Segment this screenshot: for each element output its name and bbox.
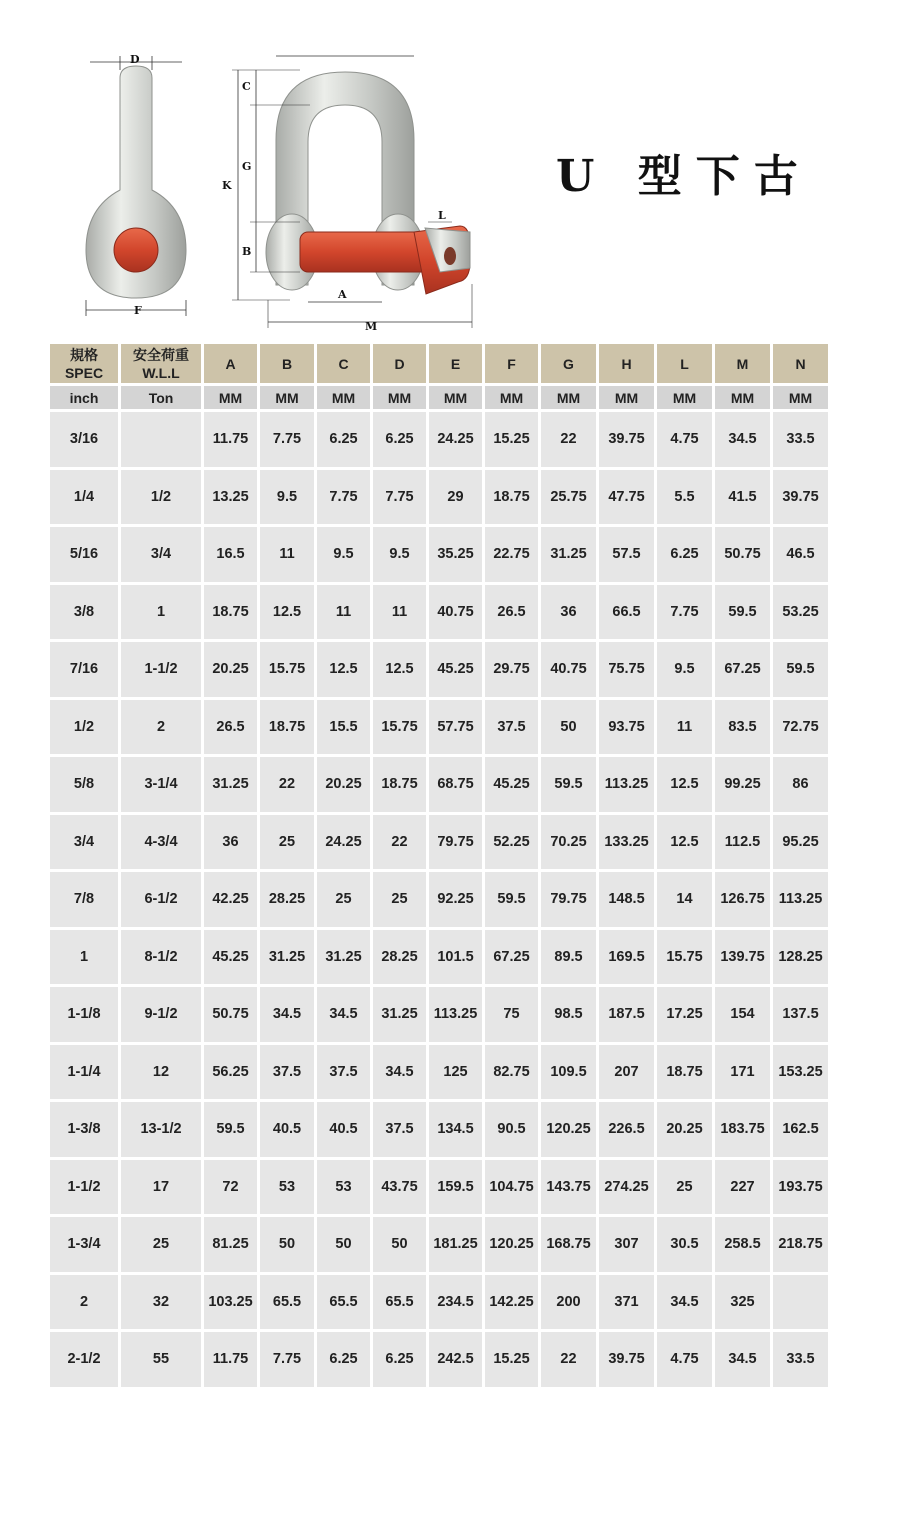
table-cell: 28.25 <box>260 872 314 927</box>
table-cell: 34.5 <box>373 1045 426 1100</box>
table-cell: 36 <box>541 585 596 640</box>
table-cell: 39.75 <box>599 1332 654 1387</box>
table-cell: 86 <box>773 757 828 812</box>
table-cell: 18.75 <box>204 585 257 640</box>
table-cell: 28.25 <box>373 930 426 985</box>
table-cell: 25 <box>657 1160 712 1215</box>
table-cell: 43.75 <box>373 1160 426 1215</box>
table-cell: 40.5 <box>317 1102 370 1157</box>
table-cell: 7.75 <box>373 470 426 525</box>
column-header-line1: F <box>507 355 516 372</box>
column-header <box>715 344 770 383</box>
table-cell: 68.75 <box>429 757 482 812</box>
dim-label-a: A <box>338 288 347 301</box>
table-row <box>50 1045 828 1100</box>
table-cell: 3/8 <box>50 585 118 640</box>
table-cell: 6.25 <box>373 412 426 467</box>
table-cell: 33.5 <box>773 412 828 467</box>
table-cell: 120.25 <box>485 1217 538 1272</box>
table-cell: 72.75 <box>773 700 828 755</box>
table-cell: 11 <box>657 700 712 755</box>
table-cell: 128.25 <box>773 930 828 985</box>
table-cell: 31.25 <box>317 930 370 985</box>
table-cell: 66.5 <box>599 585 654 640</box>
table-cell: 47.75 <box>599 470 654 525</box>
table-cell: 154 <box>715 987 770 1042</box>
column-header-line2: SPEC <box>64 364 104 381</box>
table-cell: 2 <box>121 700 201 755</box>
table-cell: 65.5 <box>373 1275 426 1330</box>
dim-label-d: D <box>130 53 140 66</box>
table-cell: 12.5 <box>657 757 712 812</box>
table-cell: 1-1/8 <box>50 987 118 1042</box>
table-cell: 59.5 <box>541 757 596 812</box>
table-cell: 6.25 <box>317 1332 370 1387</box>
table-cell: 22.75 <box>485 527 538 582</box>
table-cell: 1/2 <box>50 700 118 755</box>
table-cell: 25.75 <box>541 470 596 525</box>
table-cell: 25 <box>121 1217 201 1272</box>
shackle-side-view <box>86 53 186 317</box>
table-cell: 18.75 <box>485 470 538 525</box>
table-cell: 29.75 <box>485 642 538 697</box>
table-row <box>50 815 828 870</box>
table-cell: 9.5 <box>373 527 426 582</box>
table-cell: 25 <box>260 815 314 870</box>
table-cell: 22 <box>541 412 596 467</box>
column-header <box>657 344 712 383</box>
unit-header: MM <box>773 386 828 409</box>
table-cell: 371 <box>599 1275 654 1330</box>
table-cell: 37.5 <box>485 700 538 755</box>
table-cell: 12.5 <box>373 642 426 697</box>
unit-header: Ton <box>121 386 201 409</box>
table-cell: 101.5 <box>429 930 482 985</box>
table-cell: 59.5 <box>715 585 770 640</box>
table-cell: 112.5 <box>715 815 770 870</box>
unit-header: MM <box>485 386 538 409</box>
column-header <box>485 344 538 383</box>
table-cell: 159.5 <box>429 1160 482 1215</box>
table-cell: 4.75 <box>657 412 712 467</box>
table-cell: 11 <box>260 527 314 582</box>
dim-label-g: G <box>242 160 252 173</box>
table-cell: 226.5 <box>599 1102 654 1157</box>
table-cell: 32 <box>121 1275 201 1330</box>
table-cell: 1 <box>121 585 201 640</box>
unit-header: MM <box>715 386 770 409</box>
table-cell: 39.75 <box>599 412 654 467</box>
table-cell: 1/2 <box>121 470 201 525</box>
table-cell: 75.75 <box>599 642 654 697</box>
table-row <box>50 930 828 985</box>
table-cell: 1-3/8 <box>50 1102 118 1157</box>
table-cell: 7.75 <box>317 470 370 525</box>
table-cell: 162.5 <box>773 1102 828 1157</box>
dim-label-c: C <box>242 80 251 93</box>
table-cell: 9-1/2 <box>121 987 201 1042</box>
table-cell: 4-3/4 <box>121 815 201 870</box>
table-cell: 24.25 <box>317 815 370 870</box>
table-cell: 65.5 <box>260 1275 314 1330</box>
table-cell: 11.75 <box>204 412 257 467</box>
table-cell: 7.75 <box>260 1332 314 1387</box>
table-cell: 36 <box>204 815 257 870</box>
table-cell: 26.5 <box>485 585 538 640</box>
table-row <box>50 987 828 1042</box>
table-cell: 6.25 <box>317 412 370 467</box>
table-cell: 45.25 <box>429 642 482 697</box>
table-cell: 50 <box>317 1217 370 1272</box>
table-cell: 1-3/4 <box>50 1217 118 1272</box>
table-cell: 126.75 <box>715 872 770 927</box>
column-header-line1: L <box>680 355 689 372</box>
column-header-line1: C <box>338 355 349 372</box>
table-cell: 7/16 <box>50 642 118 697</box>
table-cell: 125 <box>429 1045 482 1100</box>
table-row <box>50 700 828 755</box>
table-cell: 34.5 <box>657 1275 712 1330</box>
table-row <box>50 1102 828 1157</box>
unit-header: MM <box>260 386 314 409</box>
table-cell: 50 <box>541 700 596 755</box>
table-body <box>50 412 828 1387</box>
column-header-line1: 安全荷重 <box>133 346 189 363</box>
table-cell: 25 <box>373 872 426 927</box>
table-cell: 81.25 <box>204 1217 257 1272</box>
table-cell: 137.5 <box>773 987 828 1042</box>
table-cell: 67.25 <box>485 930 538 985</box>
table-cell: 40.75 <box>429 585 482 640</box>
table-cell: 13-1/2 <box>121 1102 201 1157</box>
table-cell: 93.75 <box>599 700 654 755</box>
table-cell: 3/16 <box>50 412 118 467</box>
table-cell: 15.75 <box>260 642 314 697</box>
table-cell: 3-1/4 <box>121 757 201 812</box>
table-cell: 142.25 <box>485 1275 538 1330</box>
table-cell: 120.25 <box>541 1102 596 1157</box>
column-header <box>599 344 654 383</box>
unit-header: MM <box>541 386 596 409</box>
table-cell: 7.75 <box>657 585 712 640</box>
column-header-line1: B <box>281 355 293 372</box>
column-header-line1: H <box>621 355 632 372</box>
table-row <box>50 872 828 927</box>
spec-table <box>47 341 831 1390</box>
table-cell: 207 <box>599 1045 654 1100</box>
table-cell: 7/8 <box>50 872 118 927</box>
table-cell: 5/8 <box>50 757 118 812</box>
table-cell: 17 <box>121 1160 201 1215</box>
table-row <box>50 1332 828 1387</box>
table-cell: 258.5 <box>715 1217 770 1272</box>
table-cell: 139.75 <box>715 930 770 985</box>
table-cell: 17.25 <box>657 987 712 1042</box>
table-cell: 33.5 <box>773 1332 828 1387</box>
column-header <box>773 344 828 383</box>
table-cell: 29 <box>429 470 482 525</box>
table-cell: 39.75 <box>773 470 828 525</box>
table-row <box>50 585 828 640</box>
table-cell: 41.5 <box>715 470 770 525</box>
table-cell: 57.5 <box>599 527 654 582</box>
dim-label-l: L <box>438 209 446 222</box>
column-header <box>317 344 370 383</box>
unit-header: inch <box>50 386 118 409</box>
unit-row <box>50 386 828 409</box>
table-cell: 35.25 <box>429 527 482 582</box>
table-row <box>50 757 828 812</box>
column-header-line1: A <box>225 355 236 372</box>
table-cell: 14 <box>657 872 712 927</box>
table-cell: 6-1/2 <box>121 872 201 927</box>
table-cell: 11.75 <box>204 1332 257 1387</box>
table-cell: 12.5 <box>260 585 314 640</box>
table-cell: 1 <box>50 930 118 985</box>
table-row <box>50 1217 828 1272</box>
table-cell: 12.5 <box>317 642 370 697</box>
column-header <box>541 344 596 383</box>
dim-label-m: M <box>365 320 378 333</box>
table-cell: 34.5 <box>715 1332 770 1387</box>
table-cell: 20.25 <box>204 642 257 697</box>
dim-label-f: F <box>134 304 142 317</box>
table-cell: 45.25 <box>485 757 538 812</box>
table-cell: 37.5 <box>317 1045 370 1100</box>
table-cell: 22 <box>373 815 426 870</box>
table-cell: 16.5 <box>204 527 257 582</box>
table-cell: 65.5 <box>317 1275 370 1330</box>
column-header-line1: 規格 <box>70 346 98 363</box>
table-cell: 3/4 <box>50 815 118 870</box>
unit-header: MM <box>657 386 712 409</box>
table-cell: 113.25 <box>599 757 654 812</box>
table-cell: 89.5 <box>541 930 596 985</box>
column-header-line1: N <box>795 355 806 372</box>
table-cell: 6.25 <box>373 1332 426 1387</box>
table-cell: 104.75 <box>485 1160 538 1215</box>
table-cell: 242.5 <box>429 1332 482 1387</box>
table-cell: 31.25 <box>541 527 596 582</box>
table-cell: 169.5 <box>599 930 654 985</box>
table-cell: 227 <box>715 1160 770 1215</box>
table-cell: 11 <box>373 585 426 640</box>
table-cell: 53 <box>260 1160 314 1215</box>
column-header <box>373 344 426 383</box>
table-row <box>50 642 828 697</box>
table-cell: 103.25 <box>204 1275 257 1330</box>
table-cell: 218.75 <box>773 1217 828 1272</box>
table-cell: 40.5 <box>260 1102 314 1157</box>
table-cell: 274.25 <box>599 1160 654 1215</box>
table-row <box>50 470 828 525</box>
table-cell: 83.5 <box>715 700 770 755</box>
table-row <box>50 1275 828 1330</box>
table-cell: 2-1/2 <box>50 1332 118 1387</box>
table-cell: 11 <box>317 585 370 640</box>
table-cell <box>773 1275 828 1330</box>
dim-label-k: K <box>222 179 232 192</box>
table-cell: 15.25 <box>485 1332 538 1387</box>
table-cell: 15.75 <box>657 930 712 985</box>
column-header <box>429 344 482 383</box>
column-header-line1: D <box>394 355 405 372</box>
table-cell: 30.5 <box>657 1217 712 1272</box>
table-cell: 53.25 <box>773 585 828 640</box>
table-cell: 57.75 <box>429 700 482 755</box>
table-row <box>50 1160 828 1215</box>
column-header-line1: E <box>450 355 461 372</box>
table-cell: 4.75 <box>657 1332 712 1387</box>
table-cell: 8-1/2 <box>121 930 201 985</box>
table-cell: 31.25 <box>260 930 314 985</box>
table-cell: 31.25 <box>204 757 257 812</box>
table-cell: 15.25 <box>485 412 538 467</box>
table-cell: 75 <box>485 987 538 1042</box>
table-cell: 52.25 <box>485 815 538 870</box>
table-cell: 70.25 <box>541 815 596 870</box>
table-cell: 7.75 <box>260 412 314 467</box>
table-cell: 18.75 <box>373 757 426 812</box>
table-cell: 148.5 <box>599 872 654 927</box>
table-cell: 20.25 <box>657 1102 712 1157</box>
table-cell: 34.5 <box>317 987 370 1042</box>
table-cell: 1-1/4 <box>50 1045 118 1100</box>
table-cell: 92.25 <box>429 872 482 927</box>
table-cell: 307 <box>599 1217 654 1272</box>
table-cell: 26.5 <box>204 700 257 755</box>
table-cell: 46.5 <box>773 527 828 582</box>
table-cell: 134.5 <box>429 1102 482 1157</box>
table-cell: 15.75 <box>373 700 426 755</box>
table-cell: 171 <box>715 1045 770 1100</box>
table-cell: 109.5 <box>541 1045 596 1100</box>
table-cell: 200 <box>541 1275 596 1330</box>
column-header <box>121 344 201 383</box>
table-cell: 22 <box>541 1332 596 1387</box>
table-cell: 79.75 <box>541 872 596 927</box>
table-cell: 99.25 <box>715 757 770 812</box>
table-cell: 193.75 <box>773 1160 828 1215</box>
table-cell: 143.75 <box>541 1160 596 1215</box>
table-cell: 183.75 <box>715 1102 770 1157</box>
table-cell: 187.5 <box>599 987 654 1042</box>
table-cell: 20.25 <box>317 757 370 812</box>
table-cell: 50.75 <box>204 987 257 1042</box>
column-header-line1: M <box>736 355 749 372</box>
unit-header: MM <box>429 386 482 409</box>
shackle-front-view <box>222 56 472 333</box>
table-cell: 6.25 <box>657 527 712 582</box>
table-cell: 59.5 <box>485 872 538 927</box>
unit-header: MM <box>599 386 654 409</box>
table-cell: 34.5 <box>260 987 314 1042</box>
unit-header: MM <box>373 386 426 409</box>
table-cell: 82.75 <box>485 1045 538 1100</box>
table-cell <box>121 412 201 467</box>
table-cell: 34.5 <box>715 412 770 467</box>
table-cell: 13.25 <box>204 470 257 525</box>
table-cell: 37.5 <box>373 1102 426 1157</box>
table-cell: 2 <box>50 1275 118 1330</box>
table-cell: 40.75 <box>541 642 596 697</box>
table-cell: 234.5 <box>429 1275 482 1330</box>
table-cell: 59.5 <box>204 1102 257 1157</box>
table-cell: 1/4 <box>50 470 118 525</box>
table-cell: 50 <box>260 1217 314 1272</box>
table-cell: 42.25 <box>204 872 257 927</box>
table-cell: 24.25 <box>429 412 482 467</box>
column-header-line2: W.L.L <box>142 364 180 381</box>
table-cell: 79.75 <box>429 815 482 870</box>
column-header <box>204 344 257 383</box>
table-cell: 5/16 <box>50 527 118 582</box>
table-cell: 181.25 <box>429 1217 482 1272</box>
table-cell: 67.25 <box>715 642 770 697</box>
table-cell: 31.25 <box>373 987 426 1042</box>
table-cell: 18.75 <box>657 1045 712 1100</box>
table-cell: 45.25 <box>204 930 257 985</box>
table-cell: 53 <box>317 1160 370 1215</box>
column-header-line1: G <box>563 355 574 372</box>
table-row <box>50 412 828 467</box>
unit-header: MM <box>204 386 257 409</box>
table-cell: 153.25 <box>773 1045 828 1100</box>
table-cell: 113.25 <box>773 872 828 927</box>
header-row <box>50 344 828 383</box>
table-cell: 25 <box>317 872 370 927</box>
table-cell: 15.5 <box>317 700 370 755</box>
table-cell: 50 <box>373 1217 426 1272</box>
table-cell: 1-1/2 <box>121 642 201 697</box>
table-cell: 9.5 <box>260 470 314 525</box>
column-header <box>50 344 118 383</box>
table-row <box>50 527 828 582</box>
shackle-diagram <box>0 0 520 340</box>
dim-label-b: B <box>242 245 252 258</box>
table-cell: 9.5 <box>657 642 712 697</box>
table-cell: 98.5 <box>541 987 596 1042</box>
table-cell: 56.25 <box>204 1045 257 1100</box>
page-title: U 型下古 <box>556 151 812 202</box>
table-cell: 3/4 <box>121 527 201 582</box>
table-cell: 18.75 <box>260 700 314 755</box>
table-cell: 12.5 <box>657 815 712 870</box>
table-cell: 12 <box>121 1045 201 1100</box>
table-cell: 59.5 <box>773 642 828 697</box>
column-header <box>260 344 314 383</box>
table-cell: 37.5 <box>260 1045 314 1100</box>
table-cell: 1-1/2 <box>50 1160 118 1215</box>
table-cell: 113.25 <box>429 987 482 1042</box>
table-cell: 72 <box>204 1160 257 1215</box>
unit-header: MM <box>317 386 370 409</box>
table-cell: 325 <box>715 1275 770 1330</box>
table-cell: 5.5 <box>657 470 712 525</box>
table-cell: 55 <box>121 1332 201 1387</box>
table-cell: 50.75 <box>715 527 770 582</box>
table-cell: 168.75 <box>541 1217 596 1272</box>
table-cell: 95.25 <box>773 815 828 870</box>
table-cell: 22 <box>260 757 314 812</box>
table-cell: 90.5 <box>485 1102 538 1157</box>
table-cell: 9.5 <box>317 527 370 582</box>
table-cell: 133.25 <box>599 815 654 870</box>
